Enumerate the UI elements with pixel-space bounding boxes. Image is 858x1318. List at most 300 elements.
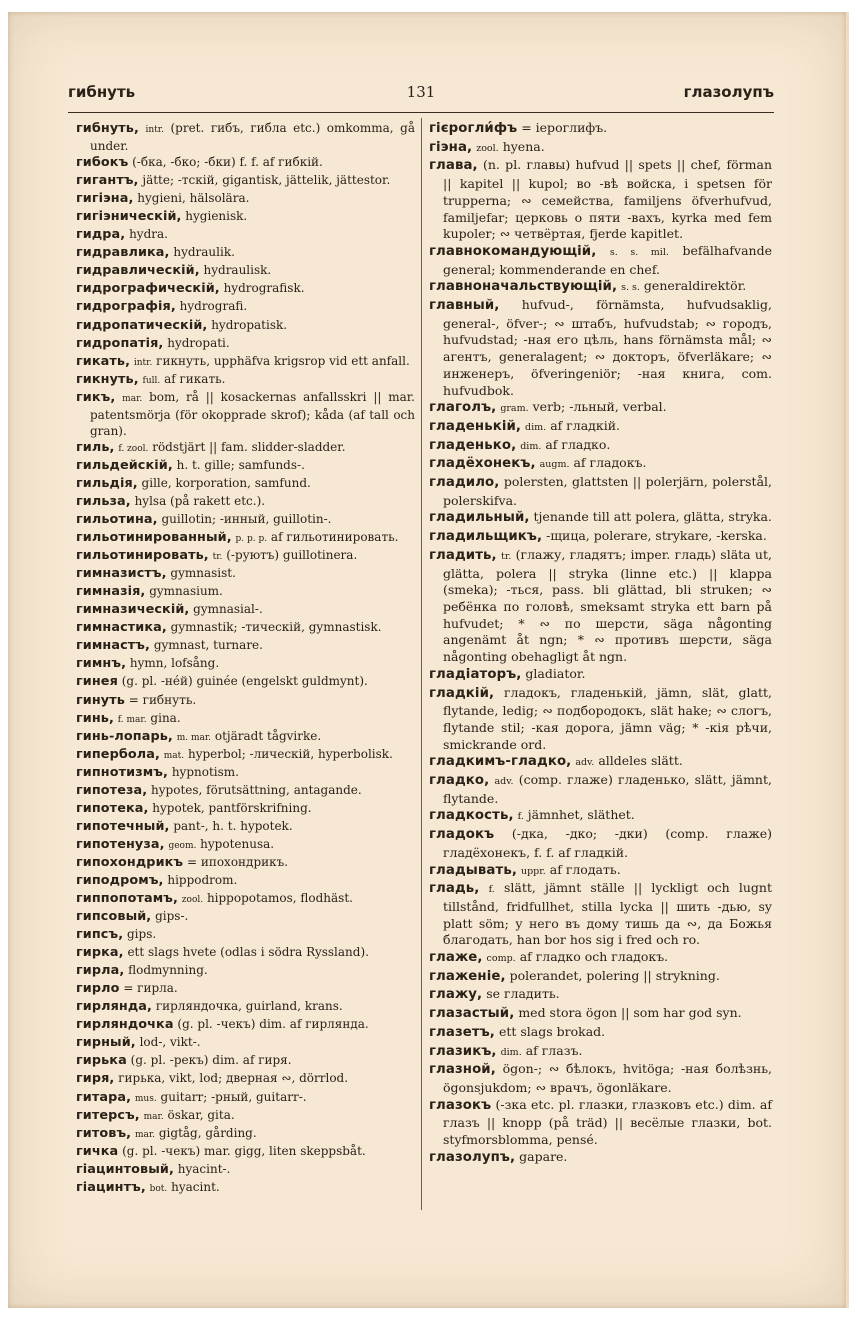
entry-definition: = гирла. [123, 981, 178, 996]
entry-definition: gladiator. [525, 665, 586, 681]
entry-definition: af гикать. [164, 371, 226, 386]
dictionary-entry [76, 190, 415, 208]
entry-headword: гладокъ [429, 827, 495, 843]
dictionary-entry [429, 1005, 772, 1024]
entry-definition: gigtåg, gårding. [158, 1125, 257, 1140]
entry-headword: гидрографическій, [76, 281, 220, 297]
entry-definition: hufvud-, förnämsta, hufvudsaklig, general-, öfver-; ∾ штабъ, hufvudstab; ∾ городъ, hufvudstad; -ная его цѣль, hans förnämsta mål; ∾ агентъ, generalagent; ∾ докторъ, öfverläkare; ∾ инженеръ, öfveringeniör; -ная книга, com. hufvudbok. [443, 297, 772, 398]
entry-grammar: intr. [145, 125, 164, 135]
entry-headword: гладильщикъ, [429, 529, 543, 545]
dictionary-entry [76, 637, 415, 655]
entry-headword: гильдія, [76, 475, 138, 491]
dictionary-entry [76, 511, 415, 529]
dictionary-entry [76, 962, 415, 980]
dictionary-entry [76, 1016, 415, 1034]
entry-headword: гладь, [429, 881, 480, 897]
dictionary-entry [76, 529, 415, 547]
entry-definition: -щица, polerare, strykare, -kerska. [546, 528, 767, 544]
dictionary-entry [76, 547, 415, 565]
entry-grammar: augm. [539, 459, 570, 471]
entry-headword: гирляндочка [76, 1017, 174, 1033]
dictionary-entry [429, 437, 772, 456]
dictionary-entry [429, 772, 772, 807]
entry-definition: hyacint-. [177, 1161, 231, 1176]
entry-headword: глазикъ, [429, 1043, 497, 1059]
entry-grammar: adv. [494, 776, 514, 788]
entry-headword: гимнастика, [76, 620, 167, 636]
page-header [68, 83, 774, 107]
entry-grammar: adv. [575, 757, 595, 769]
entry-headword: гладко, [429, 773, 490, 789]
entry-headword: гладить, [429, 547, 497, 563]
dictionary-entry [429, 753, 772, 772]
entry-definition: (-дка, -дко; -дки) (comp. глаже) гладёхонекъ, f. f. af гладкій. [443, 826, 772, 860]
header-left-guideword: гибнуть [68, 83, 136, 101]
entry-definition: med stora ögon || som har god syn. [518, 1005, 742, 1021]
entry-definition: polerandet, polering || strykning. [509, 967, 720, 983]
entry-headword: гладёхонекъ, [429, 456, 536, 472]
dictionary-entry [76, 583, 415, 601]
entry-headword: глазастый, [429, 1006, 515, 1022]
entry-definition: af глодать. [549, 861, 621, 877]
dictionary-entry [76, 655, 415, 673]
entry-headword: гильза, [76, 493, 131, 509]
dictionary-entry [76, 619, 415, 637]
entry-headword: гіэна, [429, 139, 473, 155]
dictionary-entry [76, 154, 415, 172]
entry-headword: гіацинтъ, [76, 1179, 146, 1195]
entry-headword: гигіэническій, [76, 209, 182, 225]
dictionary-entry [76, 226, 415, 244]
dictionary-entry [76, 389, 415, 439]
entry-definition: befälhafvande general; kommenderande en chef. [443, 242, 773, 277]
entry-definition: hippodrom. [167, 872, 238, 887]
entry-headword: глазокъ [429, 1097, 492, 1113]
dictionary-entry [429, 968, 772, 987]
entry-headword: гиппопотамъ, [76, 891, 178, 907]
dictionary-entry [429, 986, 772, 1005]
entry-headword: гладіаторъ, [429, 666, 522, 682]
entry-headword: гипербола, [76, 746, 160, 762]
dictionary-entry [76, 836, 415, 854]
entry-headword: главнокомандующій, [429, 243, 597, 259]
entry-grammar: bot. [149, 1183, 168, 1194]
entry-definition: flodmynning. [128, 963, 208, 978]
entry-headword: гибокъ [76, 155, 129, 171]
dictionary-entry [76, 262, 415, 280]
dictionary-entry [429, 157, 772, 243]
entry-definition: (g. pl. -чекъ) mar. gigg, liten skeppsbåt. [122, 1143, 366, 1158]
dictionary-entry [429, 509, 772, 528]
entry-grammar: f. [517, 811, 524, 823]
dictionary-entry [76, 1052, 415, 1070]
dictionary-entry [76, 1161, 415, 1179]
dictionary-entry [429, 1024, 772, 1043]
entry-headword: гимназистъ, [76, 566, 167, 582]
entry-definition: gina. [150, 710, 181, 725]
entry-headword: гирька [76, 1053, 127, 1069]
entry-headword: гичка [76, 1143, 119, 1159]
entry-headword: глажу, [429, 987, 483, 1003]
entry-headword: гирка, [76, 945, 124, 961]
entry-headword: гитерсъ, [76, 1107, 140, 1123]
entry-definition: gips-. [155, 909, 189, 924]
dictionary-entry [76, 1107, 415, 1125]
entry-headword: гильотинировать, [76, 548, 209, 564]
entry-headword: гибнуть, [76, 121, 139, 136]
dictionary-entry [76, 244, 415, 262]
entry-grammar: comp. [486, 953, 516, 965]
entry-grammar: p. p. p. [235, 534, 268, 545]
entry-headword: гиря, [76, 1071, 115, 1087]
entry-definition: generaldirektör. [643, 278, 747, 294]
dictionary-entry [76, 120, 415, 154]
entry-headword: глаженіе, [429, 968, 506, 984]
entry-headword: гимназія, [76, 584, 146, 600]
dictionary-entry [429, 455, 772, 474]
dictionary-entry [76, 710, 415, 728]
dictionary-entry [76, 1070, 415, 1088]
entry-definition: (pret. гибъ, гибла etc.) omkomma, gå under. [90, 121, 415, 154]
entry-definition: af гильотинировать. [270, 530, 399, 545]
entry-headword: гладильный, [429, 510, 530, 526]
dictionary-entry [429, 807, 772, 826]
dictionary-entry [76, 1125, 415, 1143]
entry-definition: hylsa (på rakett etc.). [134, 493, 266, 508]
entry-definition: hippopotamos, flodhäst. [206, 891, 353, 906]
entry-grammar: dim. [525, 421, 547, 433]
entry-definition: hydraulisk. [203, 263, 272, 278]
dictionary-entry [76, 890, 415, 908]
dictionary-entry [76, 493, 415, 511]
dictionary-entry [76, 565, 415, 583]
dictionary-entry [429, 1149, 772, 1168]
dictionary-entry [76, 371, 415, 389]
entry-definition: gymnasium. [149, 584, 223, 599]
dictionary-entry [429, 547, 772, 666]
dictionary-entry [76, 728, 415, 746]
entry-headword: гладкій, [429, 685, 495, 701]
entry-definition: ögon-; ∾ бѣлокъ, hvitöga; -ная болѣзнь, ögonsjukdom; ∾ врачъ, ögonläkare. [443, 1061, 772, 1095]
entry-definition: (g. pl. -чекъ) dim. af гирлянда. [177, 1017, 369, 1032]
entry-definition: hypnotism. [171, 764, 239, 779]
entry-headword: гієрогли́фъ [429, 121, 518, 136]
dictionary-entry [429, 826, 772, 861]
entry-definition: hygieni, hälsolära. [137, 191, 250, 206]
entry-definition: ett slags hvete (odlas i södra Ryssland). [127, 945, 369, 960]
dictionary-entry [429, 1043, 772, 1062]
entry-headword: главноначальствующій, [429, 279, 618, 295]
dictionary-entry [76, 673, 415, 691]
entry-grammar: s. s. mil. [609, 246, 669, 258]
dictionary-entry [76, 317, 415, 335]
entry-headword: гикать, [76, 353, 131, 369]
dictionary-entry [429, 949, 772, 968]
entry-headword: гипотечный, [76, 818, 170, 834]
dictionary-entry [429, 139, 772, 158]
entry-definition: lod-, vikt-. [139, 1035, 201, 1050]
entry-grammar: dim. [520, 440, 542, 452]
entry-definition: otjäradt tågvirke. [214, 728, 322, 743]
entry-definition: гикнуть, upphäfva krigsrop vid ett anfall. [156, 353, 410, 368]
entry-definition: öskar, gita. [167, 1107, 235, 1122]
dictionary-entry [76, 1034, 415, 1052]
dictionary-entry [429, 474, 772, 509]
entry-definition: gymnasial-. [193, 602, 263, 617]
entry-headword: гипсовый, [76, 909, 152, 925]
entry-definition: гирька, vikt, lod; дверная ∾, dörrlod. [118, 1071, 349, 1086]
entry-headword: гидравлика, [76, 245, 170, 261]
entry-definition: slätt, jämnt ställe || lyckligt och lugnt tillstånd, fridfullhet, stilla lycka || шить -дью, sy platt söm; у него въ дому тишь да ∾, да Божья благодать, han bor hos sig i fred och ro. [443, 880, 772, 948]
entry-headword: гитовъ, [76, 1125, 132, 1141]
entry-definition: hyacint. [171, 1179, 220, 1194]
page-number: 131 [406, 83, 436, 101]
dictionary-entry [76, 1179, 415, 1197]
entry-headword: гирла, [76, 963, 125, 979]
entry-grammar: gram. [500, 403, 529, 415]
column-divider [421, 118, 422, 1210]
entry-headword: гипнотизмъ, [76, 764, 168, 780]
entry-definition: hydraulik. [173, 245, 235, 260]
header-right-guideword: глазолупъ [683, 83, 774, 101]
entry-grammar: mat. [163, 750, 185, 761]
entry-grammar: geom. [168, 840, 197, 851]
dictionary-entry [76, 208, 415, 226]
entry-headword: главный, [429, 298, 500, 314]
entry-headword: гиподромъ, [76, 872, 164, 888]
entry-headword: гильдейскій, [76, 457, 173, 473]
entry-headword: гигіэна, [76, 191, 134, 207]
entry-headword: гидра, [76, 227, 126, 243]
entry-headword: гидравлическій, [76, 263, 200, 279]
entry-definition: pant-, h. t. hypotek. [173, 818, 293, 833]
dictionary-entry [76, 280, 415, 298]
entry-headword: гипотенуза, [76, 836, 165, 852]
entry-grammar: tr. [501, 550, 512, 562]
dictionary-entry [429, 297, 772, 399]
dictionary-entry [76, 353, 415, 371]
entry-headword: гинея [76, 674, 118, 690]
dictionary-entry [76, 475, 415, 493]
dictionary-entry [76, 980, 415, 998]
entry-definition: = гибнуть. [128, 692, 197, 707]
entry-definition: hydropatisk. [211, 317, 288, 332]
entry-definition: hypotes, förutsättning, antagande. [151, 782, 362, 797]
entry-headword: гигантъ, [76, 173, 139, 189]
entry-grammar: mar. [134, 1129, 156, 1140]
entry-headword: гладенькій, [429, 418, 522, 434]
dictionary-entry [429, 1061, 772, 1096]
entry-headword: гитара, [76, 1089, 132, 1105]
dictionary-entry [76, 335, 415, 353]
dictionary-entry [76, 998, 415, 1016]
entry-definition: hydra. [129, 227, 168, 242]
entry-headword: гимнъ, [76, 656, 127, 672]
dictionary-entry [429, 862, 772, 881]
entry-definition: af гладко. [545, 436, 611, 452]
entry-grammar: mar. [122, 393, 143, 404]
dictionary-entry [429, 880, 772, 949]
dictionary-entry [76, 298, 415, 316]
dictionary-entry [76, 764, 415, 782]
entry-headword: гладкимъ-гладко, [429, 754, 572, 770]
entry-headword: гладило, [429, 475, 500, 491]
right-column [429, 120, 772, 1167]
entry-headword: гладывать, [429, 862, 517, 878]
dictionary-entry [429, 399, 772, 418]
header-rule [68, 112, 774, 113]
dictionary-entry [76, 601, 415, 619]
dictionary-entry [76, 854, 415, 872]
entry-definition: alldeles slätt. [598, 753, 683, 769]
entry-definition: h. t. gille; samfunds-. [176, 457, 305, 472]
entry-definition: (comp. глаже) гладенько, slätt, jämnt, flytande. [443, 772, 772, 806]
entry-grammar: f. zool. [118, 443, 149, 454]
dictionary-entry [429, 278, 772, 297]
entry-headword: глазной, [429, 1062, 496, 1078]
entry-headword: гирло [76, 981, 120, 997]
entry-headword: глазолупъ, [429, 1149, 516, 1165]
entry-headword: гипсъ, [76, 927, 124, 943]
entry-headword: гильотина, [76, 512, 158, 528]
dictionary-entry [76, 800, 415, 818]
entry-definition: bom, rå || kosackernas anfallsskri || mar. patentsmörja (för okopprade skrof); kåda (af tall och gran). [90, 389, 415, 438]
entry-headword: гирный, [76, 1035, 136, 1051]
entry-definition: (-руютъ) guillotinera. [226, 548, 358, 563]
dictionary-entry [76, 457, 415, 475]
entry-headword: гильотинированный, [76, 530, 232, 546]
entry-definition: hyena. [502, 138, 545, 154]
dictionary-entry [429, 418, 772, 437]
entry-definition: gymnasist. [170, 566, 236, 581]
dictionary-entry [429, 666, 772, 685]
entry-definition: hydropati. [167, 335, 230, 350]
dictionary-entry [76, 782, 415, 800]
entry-definition: jätte; -тскій, gigantisk, jättelik, jättestor. [142, 173, 391, 188]
entry-definition: hypotenusa. [200, 836, 275, 851]
entry-definition: tjenande till att polera, glätta, stryka. [533, 509, 772, 525]
entry-headword: гикъ, [76, 389, 116, 405]
entry-definition: polersten, glattsten || polerjärn, polerstål, polerskifva. [443, 474, 772, 508]
entry-definition: gapare. [519, 1148, 568, 1164]
entry-definition: hydrografi. [179, 299, 248, 314]
dictionary-entry [76, 692, 415, 710]
entry-headword: гидропатія, [76, 335, 164, 351]
entry-headword: гирлянда, [76, 999, 152, 1015]
entry-headword: глаголъ, [429, 400, 497, 416]
entry-definition: hyperbol; -лическій, hyperbolisk. [187, 746, 393, 761]
entry-definition: se гладить. [486, 986, 560, 1002]
entry-definition: gymnast, turnare. [153, 638, 263, 653]
dictionary-entry [76, 818, 415, 836]
dictionary-entry [76, 944, 415, 962]
entry-definition: gymnastik; -тическій, gymnastisk. [170, 620, 382, 635]
entry-definition: hygienisk. [185, 209, 248, 224]
entry-definition: = ипохондрикъ. [186, 854, 289, 869]
entry-definition: (-зка etc. pl. глазки, глазковъ etc.) dim. af глазъ || knopp (på träd) || весёлые глазки, bot. styfmorsblomma, pensé. [443, 1096, 772, 1148]
entry-headword: гипотека, [76, 800, 149, 816]
entry-headword: гладенько, [429, 437, 517, 453]
entry-headword: гимназическій, [76, 602, 190, 618]
entry-headword: гимнастъ, [76, 638, 150, 654]
entry-grammar: intr. [133, 357, 153, 368]
entry-grammar: zool. [181, 895, 204, 906]
entry-definition: jämnhet, släthet. [527, 807, 635, 823]
entry-grammar: s. s. [621, 282, 640, 294]
entry-definition: hymn, lofsång. [129, 656, 220, 671]
entry-definition: (глажу, гладятъ; imper. гладь) släta ut, glätta, polera || stryka (linne etc.) || klappa (smeka); -ться, pass. bli glättad, bli struken; ∾ ребёнка по головѣ, smeksamt stryka ett barn på hufvudet; * ∾ по шерсти, säga någonting angenämt åt ngn; * ∾ противъ шерсти, säga någonting obehagligt åt ngn. [443, 546, 772, 665]
entry-headword: гіацинтовый, [76, 1161, 174, 1177]
entry-definition: af гладкій. [550, 417, 620, 433]
entry-definition: hydrografisk. [223, 281, 305, 296]
entry-grammar: full. [142, 375, 161, 386]
entry-grammar: uppr. [520, 865, 546, 877]
entry-definition: (g. pl. -рекъ) dim. af гиря. [130, 1053, 292, 1068]
entry-headword: гипохондрикъ [76, 854, 184, 870]
entry-headword: глава, [429, 158, 478, 174]
dictionary-entry [76, 439, 415, 457]
entry-headword: гикнуть, [76, 371, 139, 387]
entry-grammar: mar. [143, 1111, 164, 1122]
dictionary-entry [76, 872, 415, 890]
entry-headword: глаже, [429, 950, 483, 966]
dictionary-entry [429, 685, 772, 754]
entry-headword: гиль, [76, 439, 115, 455]
dictionary-entry [429, 243, 772, 278]
dictionary-entry [76, 1089, 415, 1107]
entry-definition: gips. [127, 927, 157, 942]
entry-headword: гипотеза, [76, 782, 148, 798]
entry-definition: (g. pl. -нéй) guinée (engelskt guldmynt). [121, 674, 368, 689]
entry-definition: (-бка, -бко; -бки) f. f. af гибкій. [132, 155, 323, 170]
entry-headword: глазетъ, [429, 1024, 495, 1040]
entry-definition: (n. pl. главы) hufvud || spets || chef, förman || kapitel || kupol; во -вѣ войска, i spetsen för trupperna; ∾ семейства, familjens öfverhufvud, familjefar; церковь о пяти -вахъ, kyrka med fem kupoler; ∾ четвёртая, fjerde kapitlet. [443, 157, 772, 242]
dictionary-entry [76, 746, 415, 764]
entry-definition: gille, korporation, samfund. [141, 475, 311, 490]
entry-definition: af гладко och гладокъ. [519, 949, 669, 965]
entry-definition: guitarr; -рный, guitarr-. [160, 1089, 307, 1104]
dictionary-entry [429, 120, 772, 139]
entry-definition: ett slags brokad. [498, 1023, 606, 1039]
entry-grammar: m. mar. [176, 732, 212, 743]
entry-definition: hypotek, pantförskrifning. [152, 800, 312, 815]
dictionary-entry [429, 528, 772, 547]
entry-definition: rödstjärt || fam. slidder-sladder. [152, 439, 346, 454]
entry-headword: гидрографія, [76, 299, 176, 315]
dictionary-entry [76, 908, 415, 926]
left-column [76, 120, 415, 1197]
entry-grammar: mus. [134, 1093, 157, 1104]
entry-grammar: zool. [476, 142, 499, 154]
entry-definition: = іероглифъ. [521, 120, 608, 135]
entry-definition: guillotin; -инный, guillotin-. [161, 512, 332, 527]
entry-definition: af гладокъ. [573, 455, 647, 471]
entry-grammar: dim. [500, 1046, 522, 1058]
entry-definition: af глазъ. [525, 1042, 583, 1058]
entry-headword: гинуть [76, 692, 125, 708]
entry-grammar: f. [488, 884, 495, 896]
dictionary-entry [429, 1097, 772, 1149]
entry-definition: гирляндочка, guirland, krans. [155, 999, 343, 1014]
entry-headword: гладкость, [429, 808, 514, 824]
entry-grammar: tr. [212, 552, 223, 563]
dictionary-entry [76, 1143, 415, 1161]
entry-headword: гинь-лопарь, [76, 728, 173, 744]
entry-definition: гладокъ, гладенькій, jämn, slät, glatt, flytande, ledig; ∾ подбородокъ, slät hake; ∾ слогъ, flytande stil; -кая дорога, jämn väg; * -кія рѣчи, smickrande ord. [443, 684, 772, 752]
entry-headword: гидропатическій, [76, 317, 208, 333]
entry-definition: verb; -льный, verbal. [532, 399, 667, 415]
entry-headword: гинь, [76, 710, 114, 726]
